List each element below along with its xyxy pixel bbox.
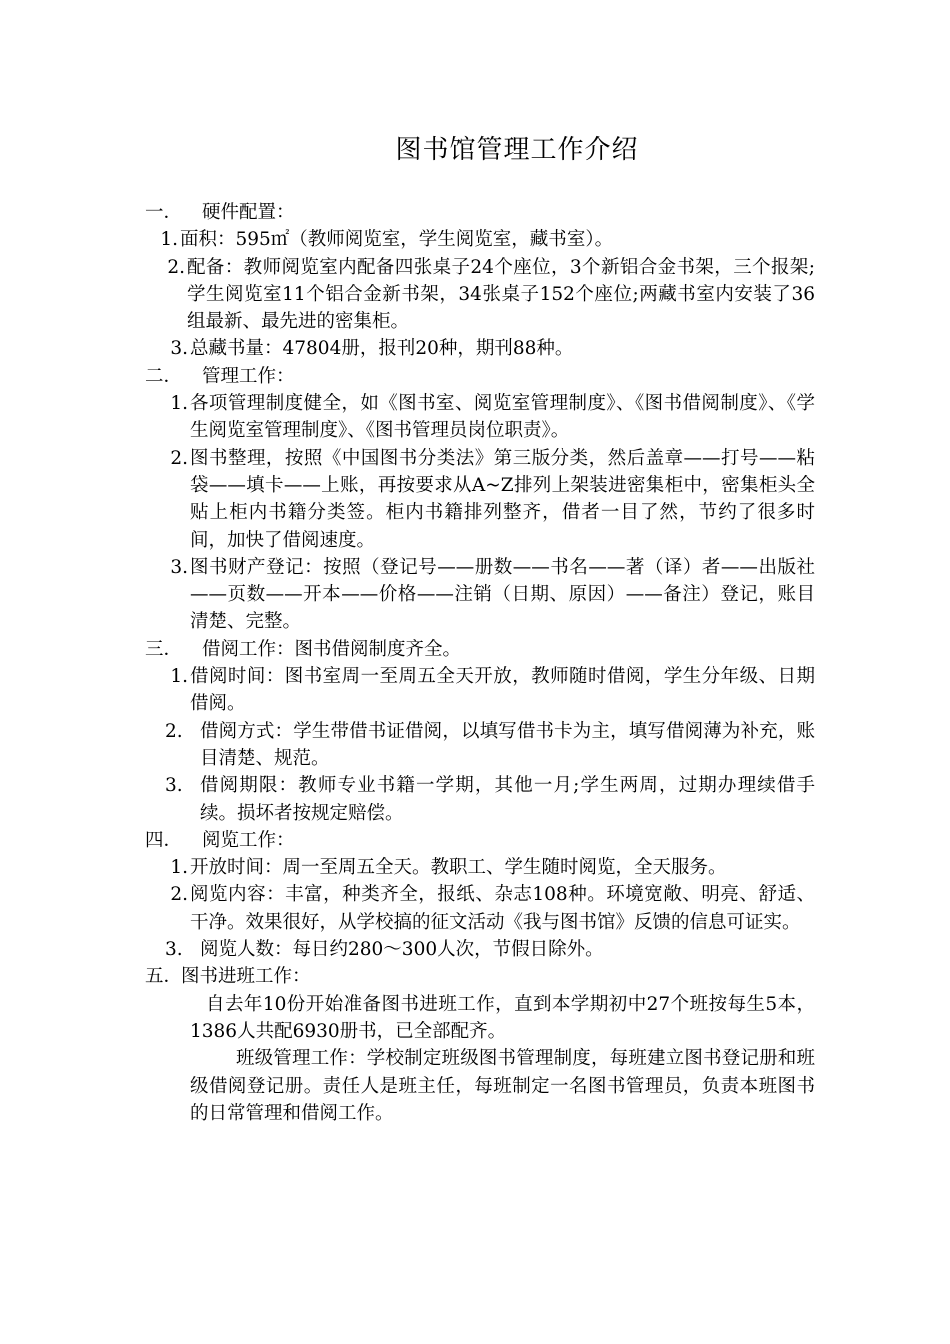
section-number: 二． [145, 365, 183, 387]
list-item-number: 3. [170, 556, 188, 578]
list-item-text: 借阅时间：图书室周一至周五全天开放，教师随时借阅，学生分年级、日期借阅。 [190, 666, 815, 715]
list-item [145, 335, 815, 362]
list-item-text: 各项管理制度健全，如《图书室、阅览室管理制度》、《图书借阅制度》、《学生阅览室管理制度》、《图书管理员岗位职责》。 [190, 393, 815, 442]
list-item [145, 881, 815, 936]
list-item [145, 663, 815, 718]
list-item [145, 772, 815, 827]
list-item [145, 445, 815, 554]
list-item-number: 3. [165, 939, 183, 961]
list-item [145, 936, 815, 963]
document-body [145, 199, 815, 1127]
list-item-number: 3. [170, 338, 188, 360]
list-item-text: 图书财产登记：按照（登记号——册数——书名——著（译）者——出版社——页数——开本——价格——注销（日期、原因）——备注）登记，账目清楚、完整。 [190, 556, 815, 633]
section-heading-5 [145, 963, 815, 990]
list-item-number: 3. [165, 775, 183, 797]
list-item-text: 阅览内容：丰富，种类齐全，报纸、杂志108种。环境宽敞、明亮、舒适、干净。效果很好，从学校搞的征文活动《我与图书馆》反馈的信息可证实。 [190, 884, 815, 933]
list-item [145, 390, 815, 445]
section-title: 硬件配置： [202, 202, 295, 223]
list-item-number: 2. [165, 720, 183, 742]
list-item-number: 1. [160, 229, 178, 251]
list-item-number: 2. [170, 884, 188, 906]
list-item-text: 阅览人数：每日约280～300人次，节假日除外。 [200, 939, 604, 961]
list-item-number: 2. [167, 256, 185, 278]
list-item-number: 1. [170, 857, 188, 879]
section-number: 三． [145, 638, 183, 660]
list-item-text: 借阅方式：学生带借书证借阅，以填写借书卡为主，填写借阅薄为补充，账目清楚、规范。 [200, 720, 815, 769]
document-title: 图书馆管理工作介绍 [395, 135, 639, 165]
list-item-text: 图书整理，按照《中国图书分类法》第三版分类，然后盖章——打号——粘袋——填卡——上账，再按要求从A~Z排列上架装进密集柜中，密集柜头全贴上柜内书籍分类签。柜内书籍排列整齐，借者一目了然，节约了很多时间，加快了借阅速度。 [190, 447, 815, 551]
paragraph [145, 991, 815, 1046]
list-item-text: 开放时间：周一至周五全天。教职工、学生随时阅览，全天服务。 [190, 857, 727, 879]
list-item-text: 面积：595㎡（教师阅览室，学生阅览室，藏书室）。 [180, 229, 614, 251]
section-heading-2 [145, 363, 815, 390]
section-title: 阅览工作： [202, 829, 295, 851]
list-item [145, 254, 815, 336]
section-number: 一． [145, 202, 183, 223]
section-title: 借阅工作：图书借阅制度齐全。 [202, 638, 462, 660]
list-item-number: 1. [170, 666, 188, 688]
list-item-text: 借阅期限：教师专业书籍一学期，其他一月;学生两周，过期办理续借手续。损坏者按规定赔偿。 [200, 775, 815, 824]
list-item [145, 554, 815, 636]
paragraph [145, 1045, 815, 1127]
paragraph-text: 自去年10份开始准备图书进班工作，直到本学期初中27个班按每生5本，1386人共配6930册书，已全部配齐。 [190, 993, 815, 1042]
list-item [145, 854, 815, 881]
section-title: 图书进班工作： [181, 966, 311, 988]
section-heading-3 [145, 636, 815, 663]
section-heading-1 [145, 199, 815, 226]
section-heading-4 [145, 827, 815, 854]
paragraph-text: 班级管理工作：学校制定班级图书管理制度，每班建立图书登记册和班级借阅登记册。责任人是班主任，每班制定一名图书管理员，负责本班图书的日常管理和借阅工作。 [190, 1048, 815, 1124]
list-item [145, 226, 815, 253]
section-number: 四． [145, 829, 183, 851]
list-item-text: 总藏书量：47804册，报刊20种，期刊88种。 [190, 338, 574, 360]
section-number: 五． [145, 966, 183, 988]
list-item-text: 配备：教师阅览室内配备四张桌子24个座位，3个新铝合金书架，三个报架;学生阅览室11个铝合金新书架，34张桌子152个座位;两藏书室内安装了36组最新、最先进的密集柜。 [187, 256, 815, 333]
section-title: 管理工作： [202, 365, 295, 387]
list-item-number: 2. [170, 447, 188, 469]
list-item [145, 718, 815, 773]
list-item-number: 1. [170, 393, 188, 415]
